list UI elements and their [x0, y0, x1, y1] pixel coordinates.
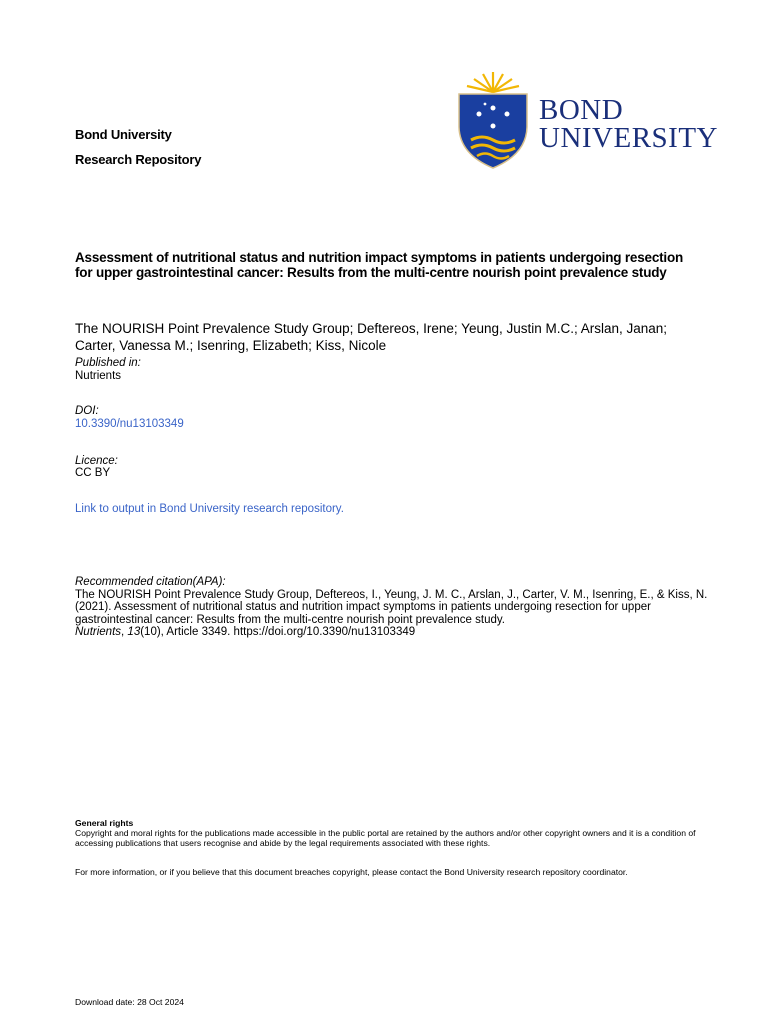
- paper-authors: The NOURISH Point Prevalence Study Group; Deftereos, Irene; Yeung, Justin M.C.; Arslan, Janan; Carter, Vanessa M.; Isenring, Elizabeth; Kiss, Nicole: [75, 321, 668, 353]
- logo-text-university: UNIVERSITY: [539, 122, 718, 154]
- download-date: Download date: 28 Oct 2024: [75, 997, 184, 1007]
- citation-issue-doi: (10), Article 3349. https://doi.org/10.3390/nu13103349: [140, 626, 416, 638]
- citation-journal: Nutrients: [75, 626, 122, 638]
- doi-link[interactable]: 10.3390/nu13103349: [75, 418, 184, 430]
- citation-volume: 13: [127, 626, 141, 638]
- citation-separator: ,: [121, 626, 128, 638]
- bond-university-logo: [455, 70, 727, 170]
- general-rights-heading: General rights: [75, 818, 134, 828]
- logo-text-bond: BOND: [539, 94, 624, 126]
- licence-value: CC BY: [75, 467, 111, 479]
- institution-name: Bond University: [75, 127, 172, 142]
- crest-icon: [455, 70, 531, 170]
- licence-label: Licence:: [75, 455, 118, 467]
- repository-output-link[interactable]: Link to output in Bond University research repository.: [75, 503, 344, 515]
- citation-label: Recommended citation(APA):: [75, 576, 226, 588]
- citation-text: The NOURISH Point Prevalence Study Group, Deftereos, I., Yeung, J. M. C., Arslan, J., Carter, V. M., Isenring, E., & Kiss, N. (2021). Assessment of nutritional status and nutrition impact symptoms in patients undergoing resection for upper gastrointestinal cancer: Results from the multi-centre nourish point prevalence study.: [75, 588, 708, 626]
- more-info-text: For more information, or if you believe that this document breaches copyright, please contact the Bond University research repository coordinator.: [75, 867, 628, 877]
- repository-name: Research Repository: [75, 152, 202, 167]
- doi-label: DOI:: [75, 405, 99, 417]
- general-rights-text: Copyright and moral rights for the publications made accessible in the public portal are retained by the authors and/or other copyright owners and it is a condition of accessing publications that users recognise and abide by the legal requirements associated with these rights.: [75, 828, 696, 848]
- general-rights: [75, 818, 725, 848]
- published-in-label: Published in:: [75, 357, 141, 369]
- recommended-citation: [75, 576, 715, 639]
- published-in-value: Nutrients: [75, 370, 122, 382]
- paper-title: Assessment of nutritional status and nutrition impact symptoms in patients undergoing resection for upper gastrointestinal cancer: Results from the multi-centre nourish point prevalence study: [75, 250, 684, 280]
